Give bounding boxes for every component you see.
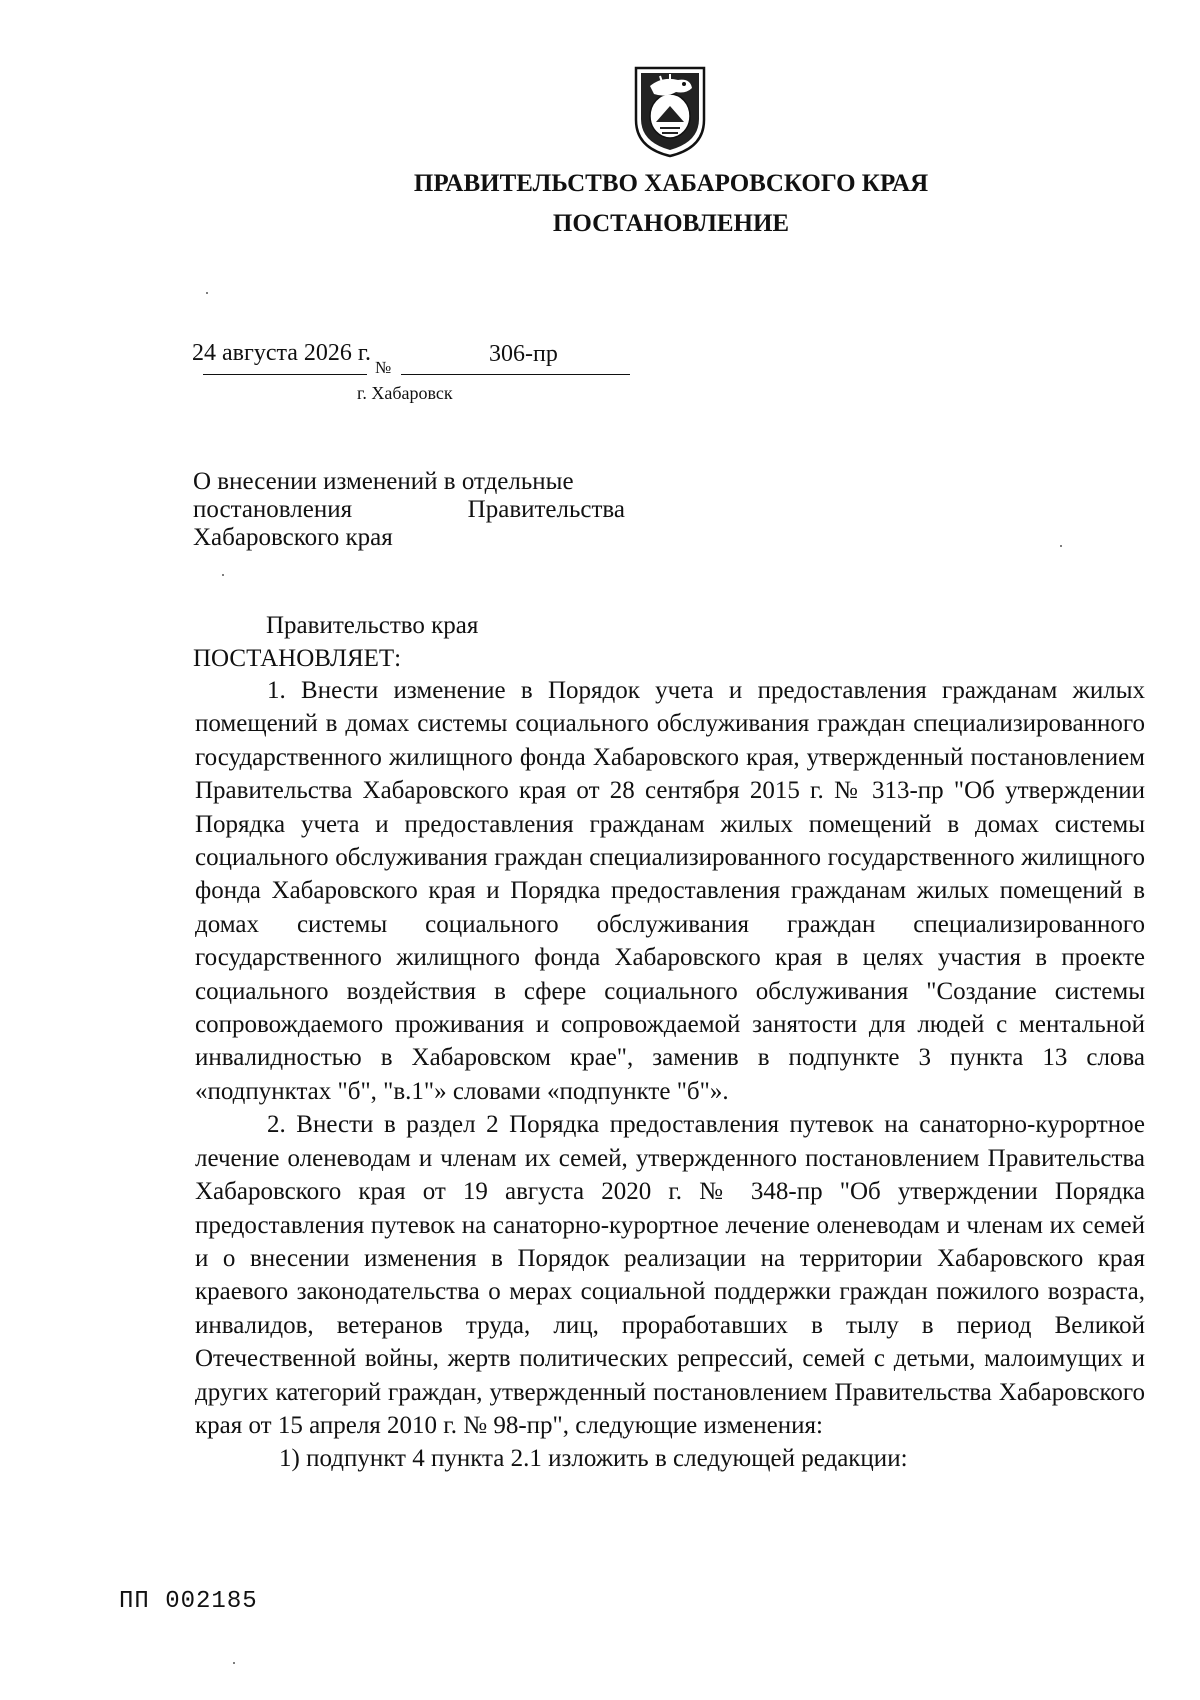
preamble-resolves: ПОСТАНОВЛЯЕТ: <box>193 645 402 672</box>
subject-line-3: Хабаровского края <box>193 524 393 551</box>
document-subject <box>193 468 625 552</box>
paragraph-1: 1. Внести изменение в Порядок учета и предоставления гражданам жилых помещений в домах системы социального обслуживания граждан специализированного государственного жилищного фонда Хабаровского края, утвержденный постановлением Правительства Хабаровского края от 28 сентября 2015 г. № 313-пр "Об утверждении Порядка учета и предоставления гражданам жилых помещений в домах системы социального обслуживания граждан специализированного государственного жилищного фонда Хабаровского края и Порядка предоставления гражданам жилых помещений в домах системы социального обслуживания граждан специализированного государственного жилищного фонда Хабаровского края в целях участия в проекте социального воздействия в сфере социального обслуживания "Создание системы сопровождаемого проживания и сопровождаемой занятости для людей с ментальной инвалидностью в Хабаровском крае", заменив в подпункте 3 пункта 13 слова «подпунктах "б", "в.1"» словами «подпункте "б"». <box>195 677 1145 1105</box>
document-number: 306-пр <box>489 341 558 367</box>
subject-line-2-b: Правительства <box>467 496 625 523</box>
subparagraph-1: 1) подпункт 4 пункта 2.1 изложить в следующей редакции: <box>279 1445 908 1473</box>
scan-speck <box>206 292 208 294</box>
number-sign: № <box>375 358 392 377</box>
date-underline <box>203 374 367 375</box>
khabarovsk-krai-coat-of-arms-icon <box>632 62 708 158</box>
resolution-body <box>195 674 1145 1476</box>
organization-name: ПРАВИТЕЛЬСТВО ХАБАРОВСКОГО КРАЯ <box>413 170 929 197</box>
document-date: 24 августа 2026 г. <box>192 340 372 366</box>
preamble-issuer: Правительство края <box>266 612 479 639</box>
subject-line-1: О внесении изменений в отдельные <box>193 468 574 495</box>
document-type-title: ПОСТАНОВЛЕНИЕ <box>552 210 790 237</box>
number-underline <box>401 374 630 375</box>
scan-speck <box>222 574 224 576</box>
document-city: г. Хабаровск <box>357 383 453 403</box>
subject-line-2 <box>193 496 625 524</box>
scan-speck <box>233 1662 235 1664</box>
scan-speck <box>1060 545 1062 547</box>
paragraph-2: 2. Внести в раздел 2 Порядка предоставления путевок на санаторно-курортное лечение оленеводам и членам их семей, утвержденного постановлением Правительства Хабаровского края от 19 августа 2020 г. № 348-пр "Об утверждении Порядка предоставления путевок на санаторно-курортное лечение оленеводам и членам их семей и о внесении изменения в Порядок реализации на территории Хабаровского края краевого законодательства о мерах социальной поддержки граждан пожилого возраста, инвалидов, ветеранов труда, лиц, проработавших в тылу в период Великой Отечественной войны, жертв политических репрессий, семей с детьми, малоимущих и других категорий граждан, утвержденный постановлением Правительства Хабаровского края от 15 апреля 2010 г. № 98-пр", следующие изменения: <box>195 1111 1145 1439</box>
form-serial-code: ПП 002185 <box>119 1588 258 1615</box>
subject-line-2-a: постановления <box>193 496 353 523</box>
